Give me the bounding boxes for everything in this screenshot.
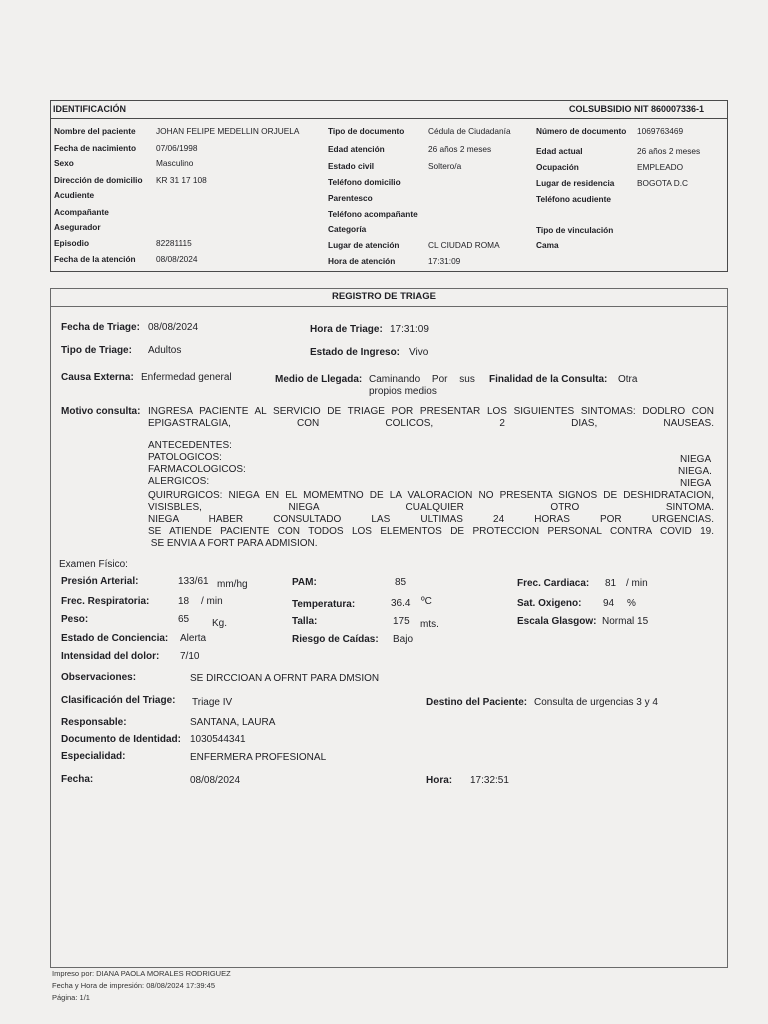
fecha-atencion-value: 08/08/2024 bbox=[156, 254, 198, 264]
farmacologicos-value: NIEGA. bbox=[678, 466, 712, 477]
peso-value: 65 bbox=[178, 614, 190, 625]
edad-actual-value: 26 años 2 meses bbox=[637, 146, 701, 156]
patologicos-value: NIEGA bbox=[680, 454, 712, 465]
peso-unit: Kg. bbox=[212, 618, 228, 629]
lugar-atencion-value: CL CIUDAD ROMA bbox=[428, 240, 500, 250]
edad-actual-label: Edad actual bbox=[536, 146, 583, 156]
fc-label: Frec. Cardiaca: bbox=[517, 578, 590, 589]
sexo-value: Masculino bbox=[156, 158, 194, 168]
temp-unit: ºC bbox=[421, 596, 432, 607]
fecha-nac-label: Fecha de nacimiento bbox=[54, 143, 137, 153]
fc-value: 81 bbox=[605, 578, 617, 589]
identificacion-title: IDENTIFICACIÓN bbox=[53, 104, 126, 114]
pagina: Página: 1/1 bbox=[52, 993, 90, 1002]
causa-externa-label: Causa Externa: bbox=[61, 372, 134, 383]
responsable-value: SANTANA, LAURA bbox=[190, 717, 276, 728]
conciencia-value: Alerta bbox=[180, 633, 207, 644]
episodio-value: 82281115 bbox=[156, 238, 192, 248]
fc-unit: / min bbox=[626, 578, 648, 589]
impreso-por: Impreso por: DIANA PAOLA MORALES RODRIGUEZ bbox=[52, 969, 231, 978]
medio-llegada-value-2: propios medios bbox=[369, 386, 437, 397]
destino-value: Consulta de urgencias 3 y 4 bbox=[534, 697, 658, 708]
cama-label: Cama bbox=[536, 240, 559, 250]
pam-label: PAM: bbox=[292, 577, 317, 588]
medio-llegada-label: Medio de Llegada: bbox=[275, 374, 363, 385]
alergicos-value: NIEGA bbox=[680, 478, 712, 489]
sexo-label: Sexo bbox=[54, 158, 74, 168]
finalidad-label: Finalidad de la Consulta: bbox=[489, 374, 608, 385]
num-doc-label: Número de documento bbox=[536, 126, 627, 136]
nombre-label: Nombre del paciente bbox=[54, 126, 136, 136]
nombre-value: JOHAN FELIPE MEDELLIN ORJUELA bbox=[156, 126, 300, 136]
episodio-label: Episodio bbox=[54, 238, 90, 248]
motivo-line-2: EPIGASTRALGIA, CON COLICOS, 2 DIAS, NAUSEAS. bbox=[148, 418, 714, 429]
tel-acudiente-label: Teléfono acudiente bbox=[536, 194, 611, 204]
fort-line: SE ENVIA A FORT PARA ADMISION. bbox=[148, 538, 318, 549]
peso-label: Peso: bbox=[61, 614, 89, 625]
alergicos-label: ALERGICOS: bbox=[148, 476, 210, 487]
hora-firma-label: Hora: bbox=[426, 775, 453, 786]
dolor-value: 7/10 bbox=[180, 651, 200, 662]
quirurgicos-line-3: NIEGA HABER CONSULTADO LAS ULTIMAS 24 HORAS POR URGENCIAS. bbox=[148, 514, 714, 525]
estado-ingreso-label: Estado de Ingreso: bbox=[310, 347, 401, 358]
observaciones-value: SE DIRCCIOAN A OFRNT PARA DMSION bbox=[190, 673, 380, 684]
sat-unit: % bbox=[627, 598, 636, 609]
direccion-label: Dirección de domicilio bbox=[54, 175, 143, 185]
sat-label: Sat. Oxigeno: bbox=[517, 598, 582, 609]
doc-id-label: Documento de Identidad: bbox=[61, 734, 181, 745]
riesgo-value: Bajo bbox=[393, 634, 414, 645]
lugar-res-label: Lugar de residencia bbox=[536, 178, 615, 188]
conciencia-label: Estado de Conciencia: bbox=[61, 633, 169, 644]
lugar-res-value: BOGOTA D.C bbox=[637, 178, 689, 188]
lugar-atencion-label: Lugar de atención bbox=[328, 240, 400, 250]
estado-ingreso-value: Vivo bbox=[409, 347, 429, 358]
medio-llegada-value: Caminando Por sus bbox=[369, 374, 475, 385]
talla-unit: mts. bbox=[420, 619, 439, 630]
examen-fisico-label: Examen Físico: bbox=[59, 559, 128, 570]
fecha-firma-value: 08/08/2024 bbox=[190, 775, 241, 786]
motivo-consulta-label: Motivo consulta: bbox=[61, 406, 141, 417]
observaciones-label: Observaciones: bbox=[61, 672, 137, 683]
antecedentes-title: ANTECEDENTES: bbox=[148, 440, 232, 451]
tipo-doc-value: Cédula de Ciudadanía bbox=[428, 126, 511, 136]
ocupacion-value: EMPLEADO bbox=[637, 162, 684, 172]
hora-triage-value: 17:31:09 bbox=[390, 324, 429, 335]
dolor-label: Intensidad del dolor: bbox=[61, 651, 160, 662]
num-doc-value: 1069763469 bbox=[637, 126, 684, 136]
clasificacion-label: Clasificación del Triage: bbox=[61, 695, 176, 706]
direccion-value: KR 31 17 108 bbox=[156, 175, 207, 185]
tipo-vinc-label: Tipo de vinculación bbox=[536, 225, 614, 235]
edad-atencion-value: 26 años 2 meses bbox=[428, 144, 492, 154]
quirurgicos-line-2: VISISBLES, NIEGA CUALQUIER OTRO SINTOMA. bbox=[148, 502, 714, 513]
pam-value: 85 bbox=[395, 577, 407, 588]
parentesco-label: Parentesco bbox=[328, 193, 373, 203]
tel-acompanante-label: Teléfono acompañante bbox=[328, 209, 418, 219]
fecha-triage-value: 08/08/2024 bbox=[148, 322, 199, 333]
farmacologicos-label: FARMACOLOGICOS: bbox=[148, 464, 246, 475]
fr-unit: / min bbox=[201, 596, 223, 607]
clasificacion-value: Triage IV bbox=[192, 697, 233, 708]
especialidad-label: Especialidad: bbox=[61, 751, 126, 762]
tel-domicilio-label: Teléfono domicilio bbox=[328, 177, 401, 187]
ocupacion-label: Ocupación bbox=[536, 162, 579, 172]
asegurador-label: Asegurador bbox=[54, 222, 101, 232]
destino-label: Destino del Paciente: bbox=[426, 697, 528, 708]
doc-id-value: 1030544341 bbox=[190, 734, 246, 745]
triage-title: REGISTRO DE TRIAGE bbox=[332, 291, 436, 302]
finalidad-value: Otra bbox=[618, 374, 638, 385]
causa-externa-value: Enfermedad general bbox=[141, 372, 232, 383]
fecha-firma-label: Fecha: bbox=[61, 774, 94, 785]
glasgow-value: Normal 15 bbox=[602, 616, 649, 627]
talla-value: 175 bbox=[393, 616, 410, 627]
presion-unit: mm/hg bbox=[217, 579, 248, 590]
tipo-doc-label: Tipo de documento bbox=[328, 126, 405, 136]
temp-value: 36.4 bbox=[391, 598, 411, 609]
fecha-triage-label: Fecha de Triage: bbox=[61, 322, 140, 333]
company-nit: COLSUBSIDIO NIT 860007336-1 bbox=[569, 104, 705, 114]
fecha-impresion: Fecha y Hora de impresión: 08/08/2024 17:39:45 bbox=[52, 981, 216, 990]
glasgow-label: Escala Glasgow: bbox=[517, 616, 597, 627]
hora-firma-value: 17:32:51 bbox=[470, 775, 509, 786]
hora-atencion-label: Hora de atención bbox=[328, 256, 396, 266]
acudiente-label: Acudiente bbox=[54, 190, 95, 200]
acompanante-label: Acompañante bbox=[54, 207, 109, 217]
quirurgicos-line-4: SE ATIENDE PACIENTE CON TODOS LOS ELEMENTOS DE PROTECCION PERSONAL CONTRA COVID 19. bbox=[148, 526, 714, 537]
sat-value: 94 bbox=[603, 598, 615, 609]
presion-label: Presión Arterial: bbox=[61, 576, 139, 587]
fecha-atencion-label: Fecha de la atención bbox=[54, 254, 136, 264]
riesgo-label: Riesgo de Caídas: bbox=[292, 634, 379, 645]
estado-civil-value: Soltero/a bbox=[428, 161, 462, 171]
fecha-nac-value: 07/06/1998 bbox=[156, 143, 198, 153]
fr-value: 18 bbox=[178, 596, 190, 607]
estado-civil-label: Estado civil bbox=[328, 161, 375, 171]
responsable-label: Responsable: bbox=[61, 717, 127, 728]
edad-atencion-label: Edad atención bbox=[328, 144, 385, 154]
tipo-triage-value: Adultos bbox=[148, 345, 182, 356]
temp-label: Temperatura: bbox=[292, 599, 356, 610]
triage-header-divider bbox=[51, 306, 727, 307]
especialidad-value: ENFERMERA PROFESIONAL bbox=[190, 752, 327, 763]
motivo-line-1: INGRESA PACIENTE AL SERVICIO DE TRIAGE POR PRESENTAR LOS SIGUIENTES SINTOMAS: DODLRO CON bbox=[148, 406, 714, 417]
fr-label: Frec. Respiratoria: bbox=[61, 596, 150, 607]
patologicos-label: PATOLOGICOS: bbox=[148, 452, 222, 463]
header-divider bbox=[51, 118, 727, 119]
presion-value: 133/61 bbox=[178, 576, 209, 587]
categoria-label: Categoría bbox=[328, 224, 367, 234]
hora-atencion-value: 17:31:09 bbox=[428, 256, 461, 266]
tipo-triage-label: Tipo de Triage: bbox=[61, 345, 132, 356]
hora-triage-label: Hora de Triage: bbox=[310, 324, 383, 335]
quirurgicos-line-1: QUIRURGICOS: NIEGA EN EL MOMEMTNO DE LA VALORACION NO PRESENTA SIGNOS DE DESHIDRATACION, bbox=[148, 490, 714, 501]
talla-label: Talla: bbox=[292, 616, 318, 627]
